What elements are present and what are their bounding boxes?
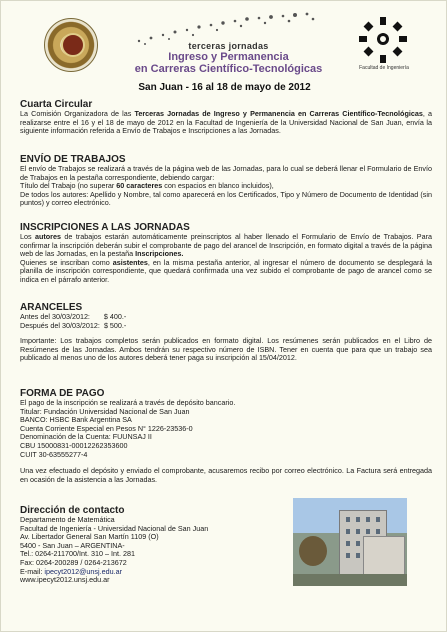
- pago-line: BANCO: HSBC Bank Argentina SA: [20, 415, 132, 425]
- envio-p2-bold: 60 caracteres: [116, 181, 163, 191]
- faculty-logo-label: Facultad de Ingeniería: [359, 65, 409, 71]
- inscripciones-section: [20, 222, 432, 285]
- insc-p1-bold: autores: [35, 232, 61, 241]
- contact-line: Fax: 0264-200289 / 0264-213672: [20, 557, 127, 567]
- pago-line: CUIT 30-63555277-4: [20, 449, 88, 459]
- envio-p1: El envío de Trabajos se realizará a través de la página web de las Jornadas, para lo cual se deberá llenar el Formulario de Envío de Trabajos en la pestaña correspondiente, debiendo cargar:: [20, 164, 432, 182]
- ground-strip: [293, 574, 407, 586]
- pago-note: Una vez efectuado el depósito y enviado el comprobante, acusaremos recibo por correo electrónico. La Factura será entregada en ocasión de la asistencia a las Jornadas.: [20, 466, 432, 484]
- contact-line: Av. Libertador General San Martín 1109 (O): [20, 532, 159, 542]
- header-banner: [1, 1, 447, 93]
- pago-line: CBU 15000831-00012262353600: [20, 440, 128, 450]
- envio-title: ENVÍO DE TRABAJOS: [20, 154, 126, 165]
- envio-p3: De todos los autores: Apellido y Nombre, tal como aparecerá en los Certificados, Tipo y Número de Documento de Identidad (sin puntos) y correo electrónico.: [20, 189, 432, 208]
- contact-web: [20, 576, 290, 585]
- inscripciones-p1: [20, 233, 432, 259]
- seal-emblem-icon: [61, 33, 85, 57]
- arancel-row-2: [20, 322, 432, 331]
- contacto-title: Dirección de contacto: [20, 505, 125, 516]
- contacto-section: [20, 505, 290, 585]
- email-label: E-mail:: [20, 566, 45, 576]
- intro-text: [20, 110, 432, 136]
- contact-line: Facultad de Ingeniería - Universidad Nacional de San Juan: [20, 523, 209, 533]
- inscripciones-title: INSCRIPCIONES A LAS JORNADAS: [20, 222, 190, 233]
- event-title: [121, 41, 336, 75]
- title-line-2: Ingreso y Permanencia: [168, 51, 289, 63]
- envio-p2-b: con espacios en blanco incluidos),: [162, 181, 274, 191]
- inscripciones-p2: [20, 259, 432, 285]
- insc-p1-a: Los: [20, 232, 36, 241]
- intro-text-bold: Terceras Jornadas de Ingreso y Permanencia en Carreras Científico-Tecnológicas: [134, 109, 423, 118]
- contact-line: Departamento de Matemática: [20, 515, 115, 524]
- intro-text-b: , a realizarse entre el 16 y el 18 de mayo de 2012 en la Facultad de Ingeniería de la Universidad Nacional de San Juan, envía la siguiente información referida a Envío de Trabajos e Inscripciones a las Jornadas.: [20, 109, 432, 136]
- insc-p2-b: , en la misma pestaña anterior, al ingresar el número de documento se desplegará la planilla de inscripción correspondiente, que quedará confirmada una vez subido el comprobante de pago de arancel como se indica en el párrafo anterior.: [20, 257, 432, 284]
- university-seal-logo: [44, 18, 98, 72]
- pago-line: Cuenta Corriente Especial en Pesos N° 1226-23536-0: [20, 423, 193, 433]
- pago-line: El pago de la inscripción se realizará a través de depósito bancario.: [20, 398, 236, 407]
- aranceles-note: Importante: Los trabajos completos serán publicados en formato digital. Los resúmenes serán publicados en el Libro de Resúmenes de las Jornadas. Ambos tendrán su respectivo número de ISBN. Tener en cuenta que para que un trabajo sea publicado al menos uno de los autores deberá tener paga su inscripción al 15/04/2012.: [20, 336, 432, 363]
- pago-section: [20, 388, 432, 484]
- event-date: San Juan - 16 al 18 de mayo de 2012: [138, 82, 311, 93]
- arancel-row-2-value: $ 500.-: [103, 320, 127, 330]
- envio-section: [20, 154, 432, 208]
- pago-title: FORMA DE PAGO: [20, 388, 105, 399]
- title-line-3: en Carreras Científico-Tecnológicas: [134, 63, 323, 75]
- intro-section: [20, 99, 432, 136]
- aranceles-section: [20, 302, 432, 363]
- pago-line: Titular: Fundación Universidad Nacional de San Juan: [20, 406, 190, 416]
- tree-shape: [299, 536, 327, 566]
- aranceles-title: ARANCELES: [20, 302, 83, 313]
- insc-p1-b: de trabajos estarán automáticamente preinscriptos al haber llenado el Formulario de Envío de Trabajos. Para confirmar la inscripción deberán subir el comprobante de pago del arancel de Inscripción, en formato digital a través de la página web de las Jornadas, en la pestaña: [20, 232, 432, 259]
- envio-p2-a: Título del Trabajo (no superar: [20, 181, 117, 191]
- faculty-building-photo: [293, 498, 407, 586]
- contact-line: 5400 - San Juan – ARGENTINA-: [20, 540, 125, 550]
- intro-title: Cuarta Circular: [20, 99, 93, 110]
- arancel-row-1-label: Antes del 30/03/2012:: [20, 312, 90, 321]
- arancel-row-1-value: $ 400.-: [103, 312, 127, 321]
- faculty-logo-icon: [353, 15, 413, 65]
- insc-p2-a: Quienes se inscriban como: [20, 257, 113, 267]
- pago-line: Denominación de la Cuenta: FUUNSAJ II: [20, 432, 152, 442]
- arancel-row-2-label: Después del 30/03/2012:: [20, 320, 100, 330]
- title-line-1: terceras jornadas: [188, 41, 269, 51]
- contact-line: Tel.: 0264-211700/Int. 310 – Int. 281: [20, 549, 135, 559]
- insc-p2-bold: asistentes: [112, 257, 148, 267]
- intro-text-a: La Comisión Organizadora de las: [20, 109, 135, 118]
- insc-p1-bold2: Inscripciones.: [135, 249, 184, 259]
- web-link[interactable]: www.ipecyt2012.unsj.edu.ar: [20, 575, 110, 585]
- email-link[interactable]: ipecyt2012@unsj.edu.ar: [44, 566, 122, 576]
